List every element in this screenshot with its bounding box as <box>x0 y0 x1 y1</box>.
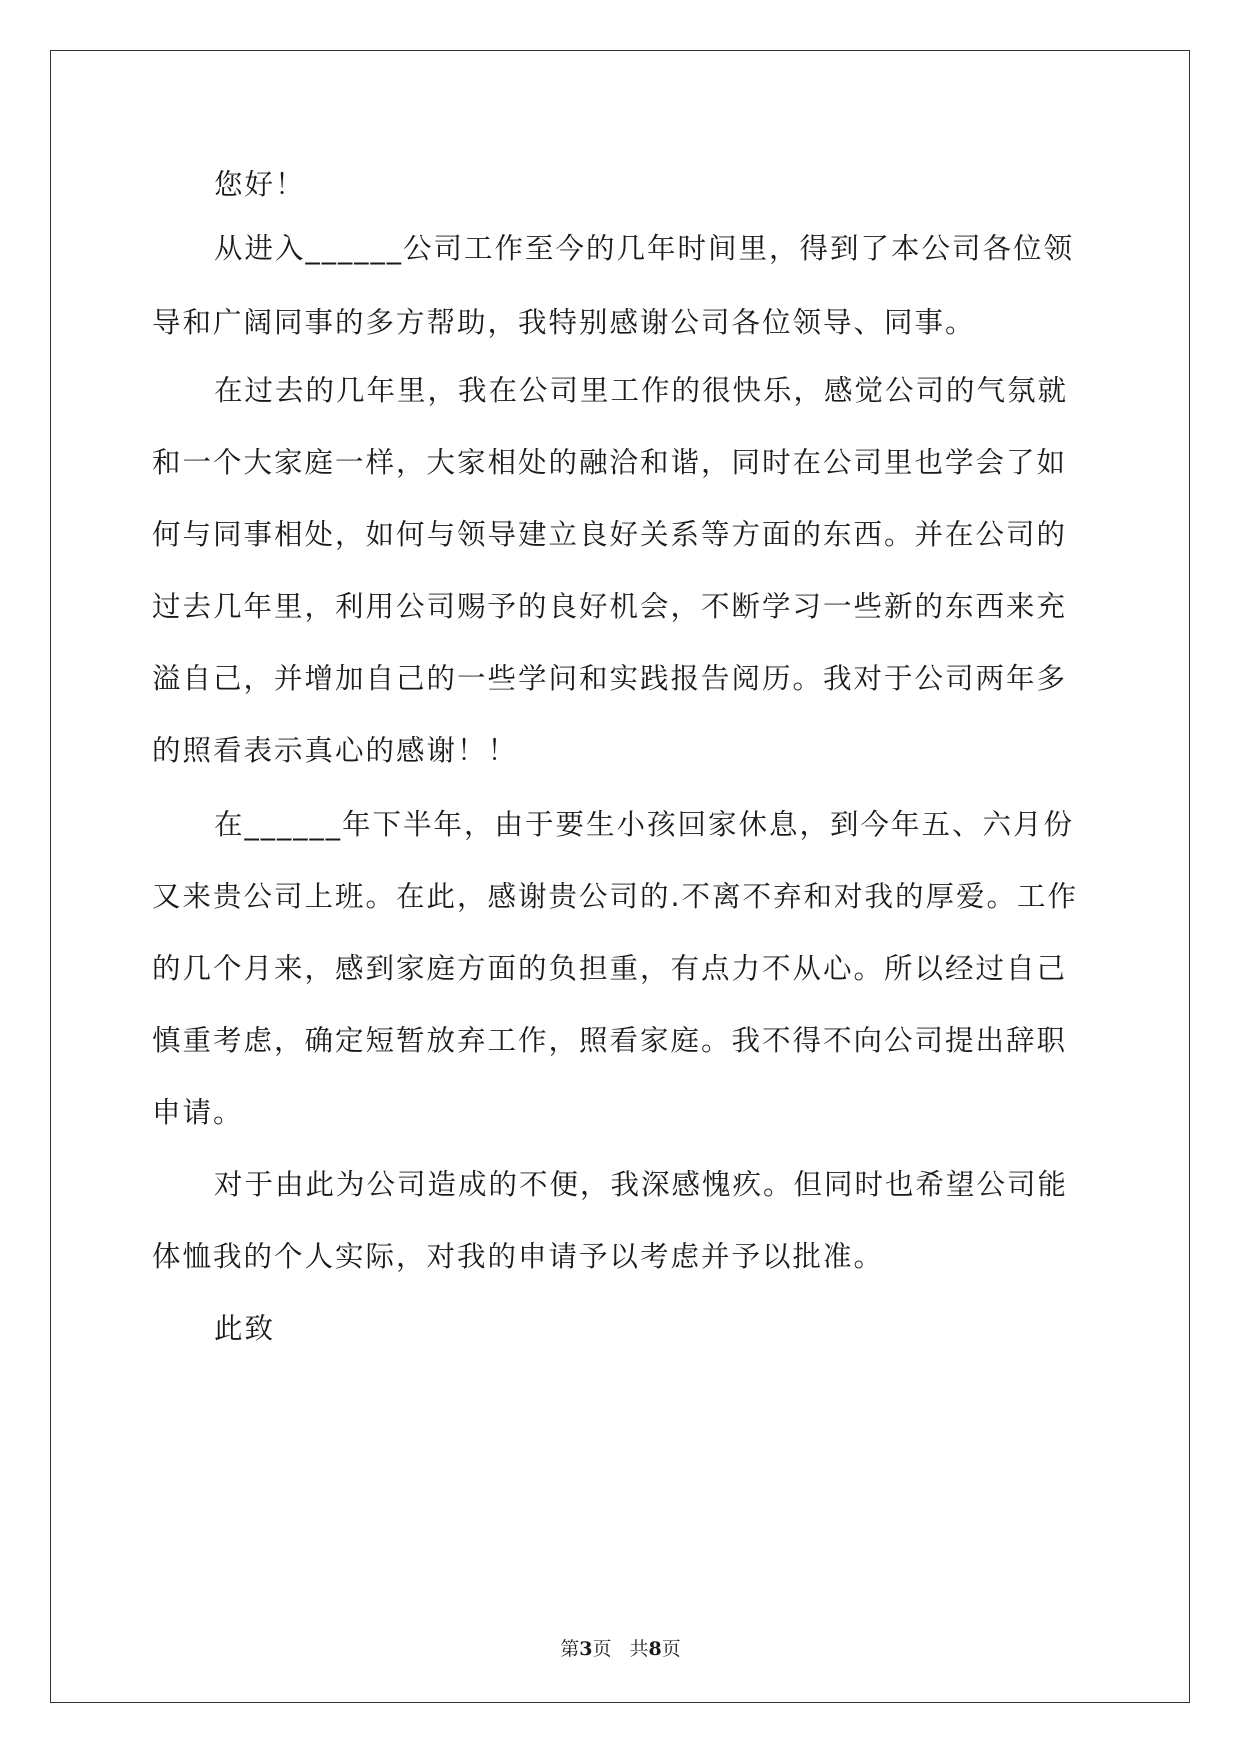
paragraph-3-line-1: 在______年下半年，由于要生小孩回家休息，到今年五、六月份 <box>214 808 1075 841</box>
paragraph-3-line-3: 的几个月来，感到家庭方面的负担重，有点力不从心。所以经过自己 <box>152 952 1068 985</box>
paragraph-2-line-5: 溢自己，并增加自己的一些学问和实践报告阅历。我对于公司两年多 <box>152 662 1068 695</box>
paragraph-1-line-2: 导和广阔同事的多方帮助，我特别感谢公司各位领导、同事。 <box>152 306 976 339</box>
page-current: 3 <box>579 1638 593 1660</box>
paragraph-2-line-1: 在过去的几年里，我在公司里工作的很快乐，感觉公司的气氛就 <box>214 374 1069 407</box>
greeting: 您好！ <box>214 168 306 201</box>
total-prefix: 共 <box>629 1638 649 1660</box>
closing: 此致 <box>214 1312 276 1345</box>
paragraph-3-line-4: 慎重考虑，确定短暂放弃工作，照看家庭。我不得不向公司提出辞职 <box>152 1024 1068 1057</box>
paragraph-3-line-5: 申请。 <box>152 1096 244 1129</box>
paragraph-2-line-6: 的照看表示真心的感谢！！ <box>152 734 519 767</box>
paragraph-2-line-2: 和一个大家庭一样，大家相处的融洽和谐，同时在公司里也学会了如 <box>152 446 1068 479</box>
page-total: 8 <box>648 1638 662 1660</box>
paragraph-3-line-2: 又来贵公司上班。在此，感谢贵公司的.不离不弃和对我的厚爱。工作 <box>152 880 1079 913</box>
page-prefix: 第 <box>560 1638 580 1660</box>
page-suffix: 页 <box>592 1638 612 1660</box>
paragraph-2-line-3: 何与同事相处，如何与领导建立良好关系等方面的东西。并在公司的 <box>152 518 1068 551</box>
paragraph-4-line-2: 体恤我的个人实际，对我的申请予以考虑并予以批准。 <box>152 1240 885 1273</box>
total-suffix: 页 <box>661 1638 681 1660</box>
paragraph-2-line-4: 过去几年里，利用公司赐予的良好机会，不断学习一些新的东西来充 <box>152 590 1068 623</box>
page-footer <box>0 1637 1241 1661</box>
paragraph-1-line-1: 从进入______公司工作至今的几年时间里，得到了本公司各位领 <box>214 232 1075 265</box>
paragraph-4-line-1: 对于由此为公司造成的不便，我深感愧疚。但同时也希望公司能 <box>214 1168 1069 1201</box>
